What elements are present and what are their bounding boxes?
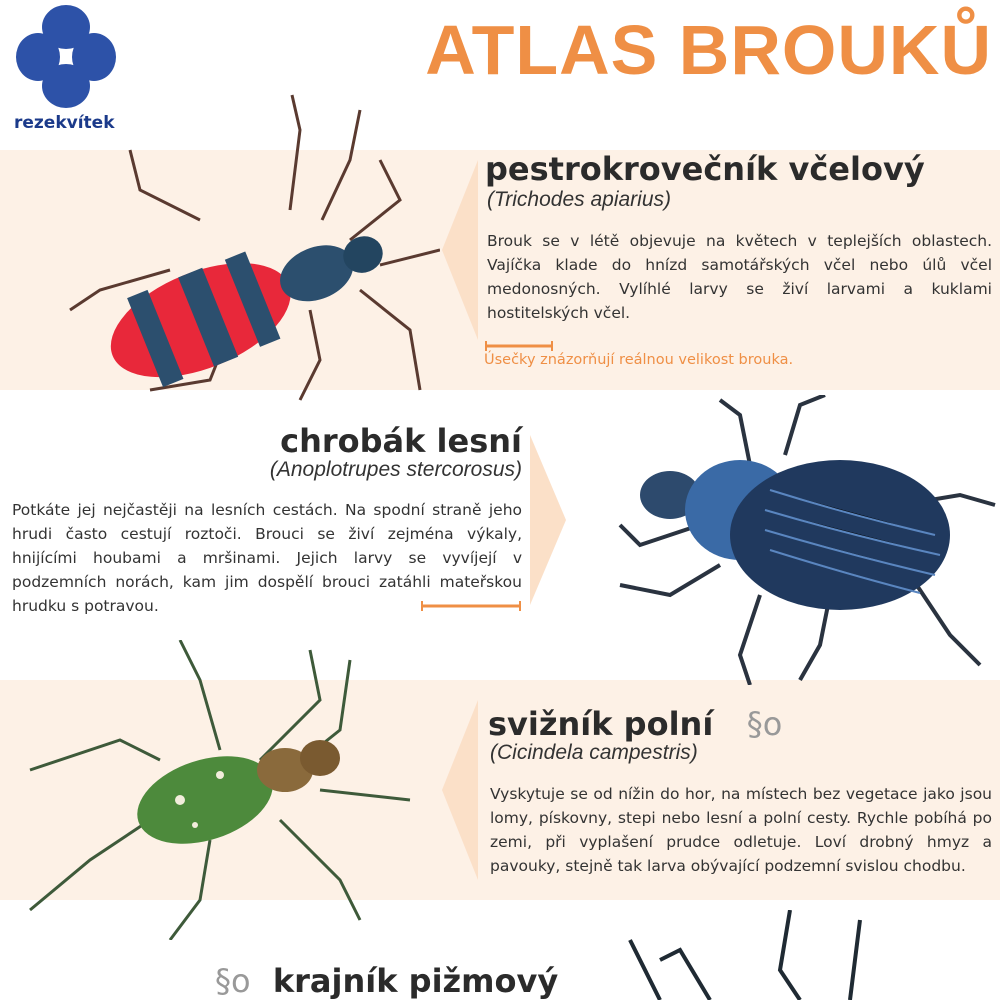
beetle-description-1: Brouk se v létě objevuje na květech v teplejších oblastech. Vajíčka klade do hnízd samotářských včel nebo úlů včel medonosných. Vylíhlé larvy se živí larvami a kuklami hostitelských včel. [487, 232, 992, 322]
beetle-illustration-cicindela [20, 640, 440, 940]
size-scale-bar-2 [420, 600, 522, 612]
beetle-description-2: Potkáte jej nejčastěji na lesních cestách. Na spodní straně jeho hrudi často cestují roztoči. Brouci se živí zejména výkaly, hnijícími houbami a mršinami. Jejich larvy se vyvíjejí v podzemních norách, kam jim dospělí brouci zatáhli mateřskou hrudku s potravou. [12, 501, 522, 615]
protection-symbol-4: §o [215, 962, 251, 1000]
beetle-name-1: pestrokrovečník včelový [485, 150, 925, 188]
beetle-latin-2: (Anoplotrupes stercorosus) [269, 458, 522, 481]
page-title: ATLAS BROUKŮ [425, 11, 992, 89]
beetle-illustration-anoplotrupes [600, 395, 1000, 685]
beetle-name-3 [488, 705, 782, 743]
logo-text: rezekvítek [14, 113, 115, 133]
beetle-name-3-text: svižník polní [488, 705, 714, 743]
size-scale-bar-1 [484, 340, 554, 352]
chevron-left-icon [440, 700, 480, 880]
beetle-illustration-partial [600, 910, 1000, 1000]
protection-symbol-3: §o [746, 705, 783, 743]
beetle-description-3: Vyskytuje se od nížin do hor, na místech bez vegetace jako jsou lomy, pískovny, stepi nebo lesní a polní cesty. Rychle pobíhá po zemi, při vyplašení prudce odletuje. Loví drobný hmyz a pavouky, stejně tak larva obývající podzemní svislou chodbu. [490, 785, 992, 875]
chevron-right-icon [528, 435, 568, 605]
beetle-name-4-text: krajník pižmový [272, 962, 559, 1000]
beetle-illustration-trichodes [60, 90, 440, 410]
beetle-latin-1: (Trichodes apiarius) [487, 188, 672, 211]
scale-note: Úsečky znázorňují reálnou velikost brouka. [484, 352, 794, 368]
beetle-latin-3: (Cicindela campestris) [490, 741, 698, 764]
beetle-name-4 [215, 962, 558, 1000]
chevron-left-icon [440, 160, 480, 340]
beetle-name-2: chrobák lesní [280, 422, 522, 460]
